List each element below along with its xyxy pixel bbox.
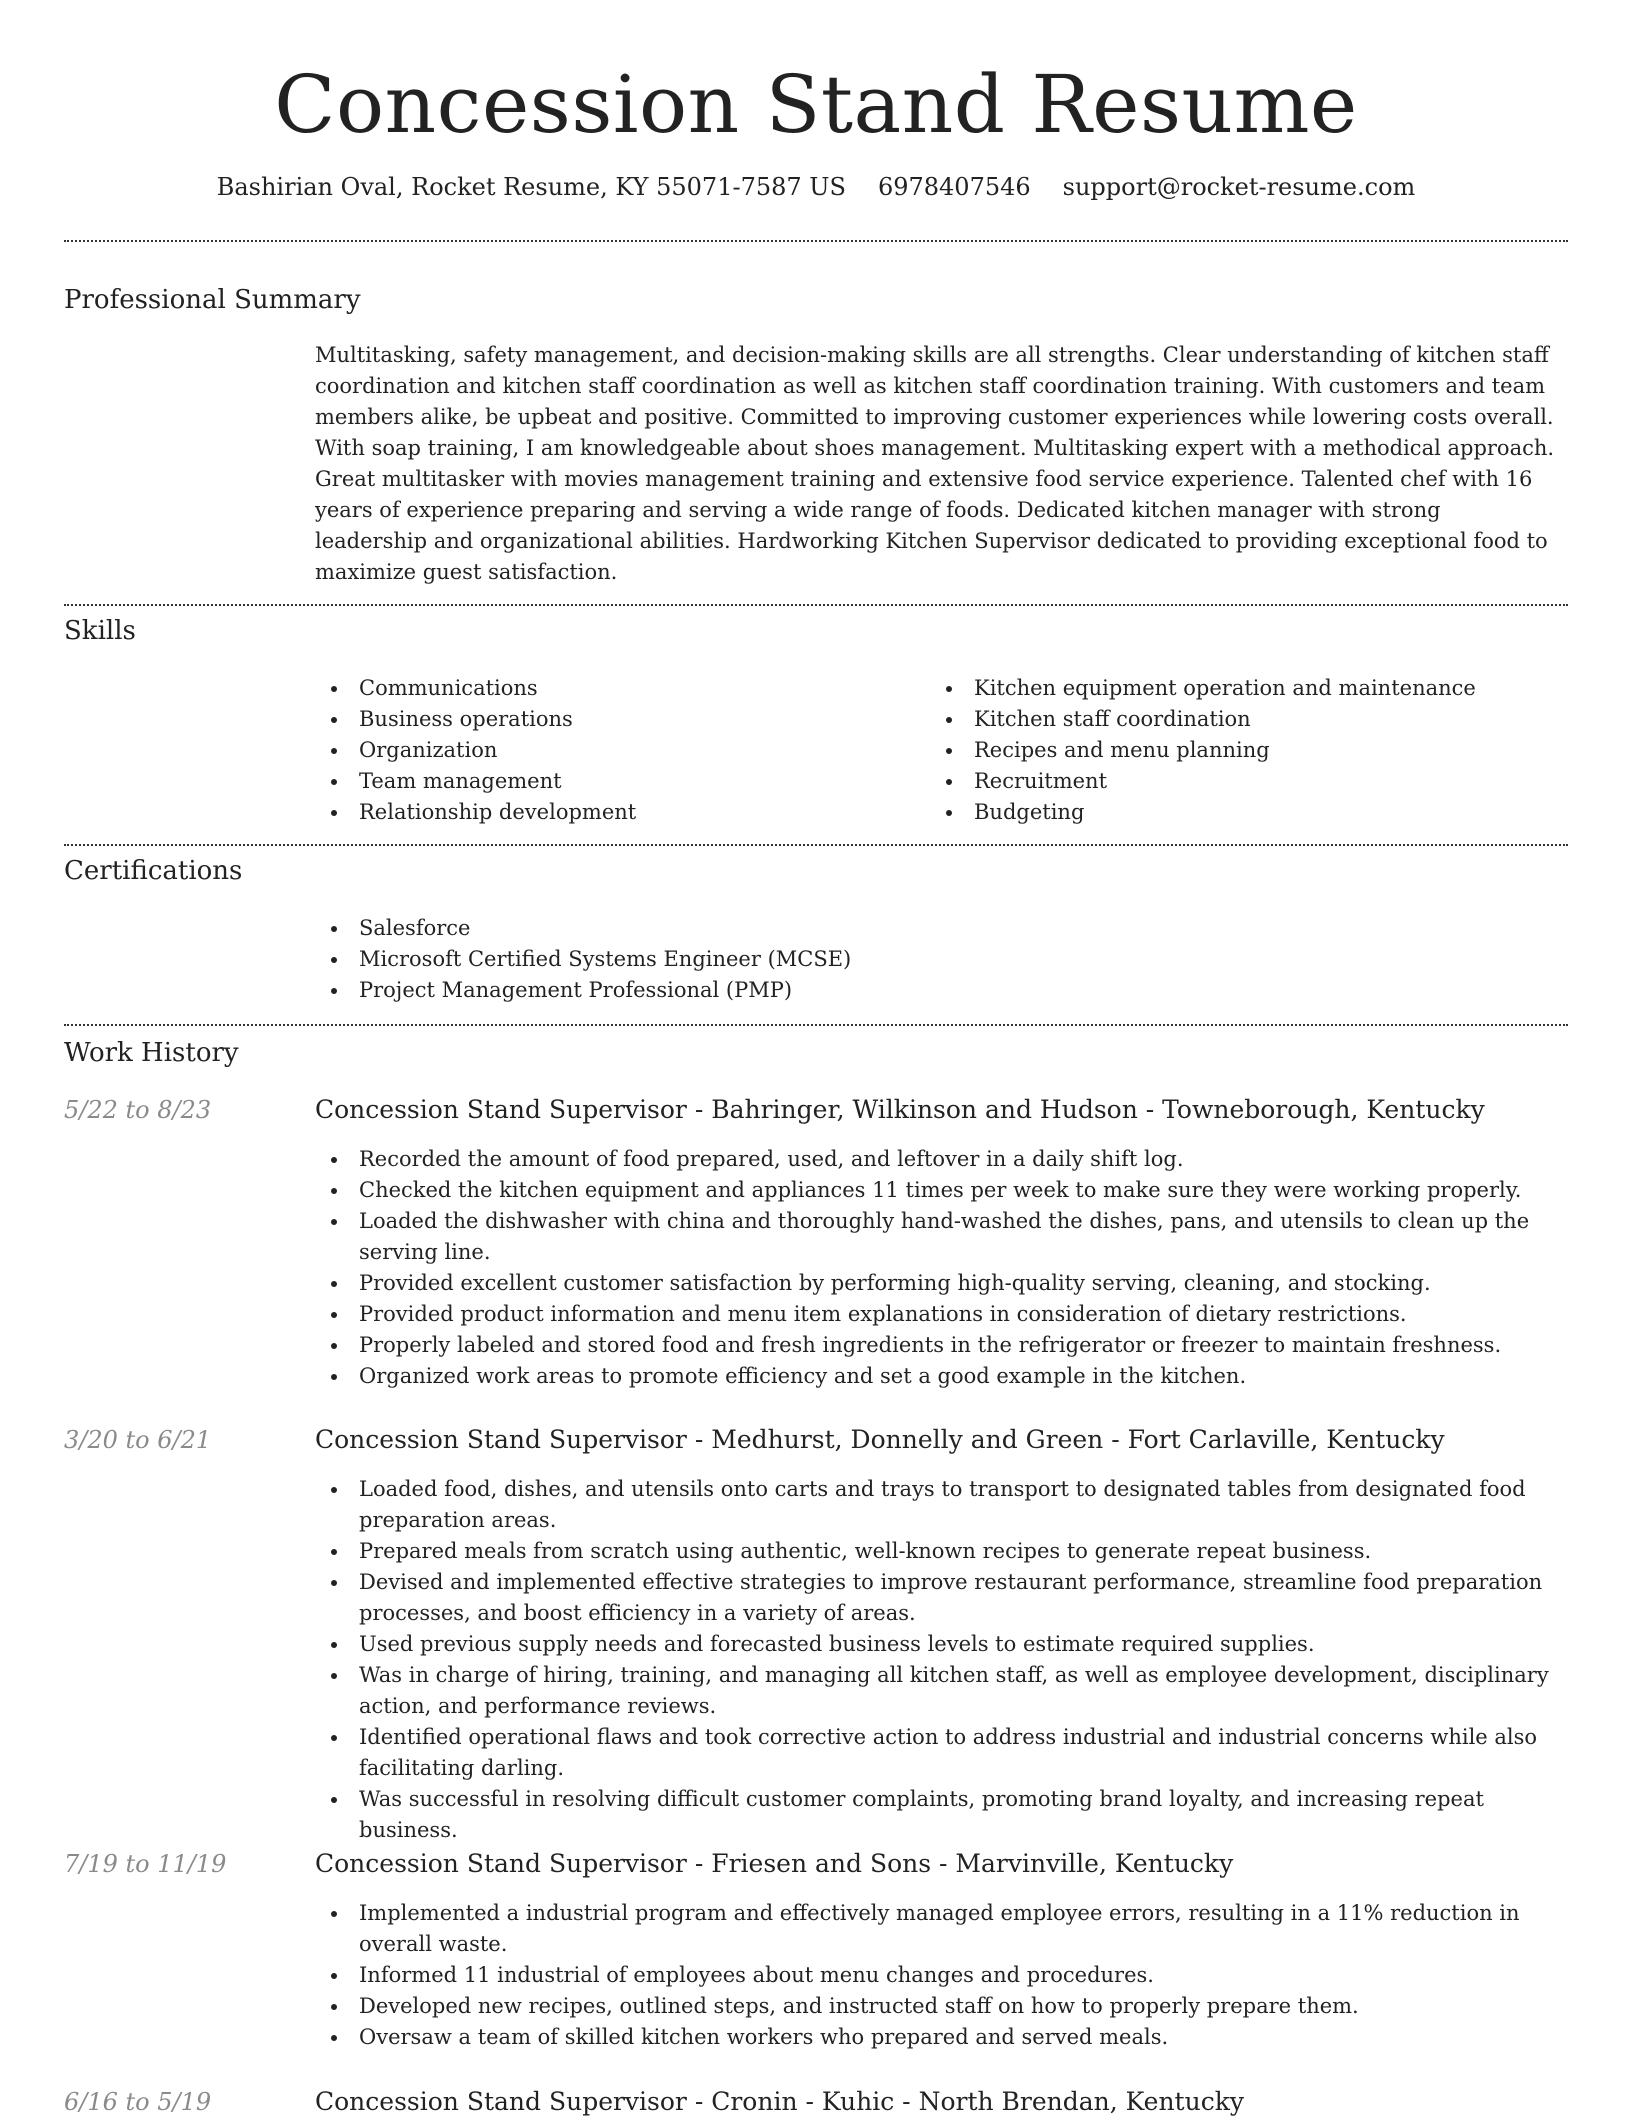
job-date: 7/19 to 11/19 (64, 1850, 227, 1878)
skills-list-right (930, 673, 1560, 828)
job-date: 6/16 to 5/19 (64, 2088, 212, 2116)
skill-item: Team management (315, 766, 915, 797)
job-duty: Oversaw a team of skilled kitchen workers who prepared and served meals. (315, 2022, 1575, 2053)
divider (64, 240, 1568, 242)
job-duties (315, 1144, 1575, 1392)
job-duty: Was successful in resolving difficult customer complaints, promoting brand loyalty, and increasing repeat business. (315, 1784, 1575, 1846)
job-duty: Used previous supply needs and forecasted business levels to estimate required supplies. (315, 1629, 1575, 1660)
skill-item: Recruitment (930, 766, 1560, 797)
job-duty: Organized work areas to promote efficiency and set a good example in the kitchen. (315, 1361, 1575, 1392)
phone: 6978407546 (877, 173, 1031, 201)
job-duty: Informed 11 industrial of employees about menu changes and procedures. (315, 1960, 1575, 1991)
skill-item: Kitchen equipment operation and maintenance (930, 673, 1560, 704)
job-title: Concession Stand Supervisor - Friesen and Sons - Marvinville, Kentucky (315, 1849, 1234, 1878)
skills-list-left (315, 673, 915, 828)
divider (64, 844, 1568, 846)
job-duty: Loaded the dishwasher with china and thoroughly hand-washed the dishes, pans, and utensils to clean up the serving line. (315, 1206, 1575, 1268)
job-date: 5/22 to 8/23 (64, 1096, 212, 1124)
skill-item: Kitchen staff coordination (930, 704, 1560, 735)
resume-title: Concession Stand Resume (274, 58, 1358, 151)
job-duty: Loaded food, dishes, and utensils onto carts and trays to transport to designated tables from designated food preparation areas. (315, 1474, 1575, 1536)
skill-item: Budgeting (930, 797, 1560, 828)
email: support@rocket-resume.com (1062, 173, 1416, 201)
job-duty: Developed new recipes, outlined steps, and instructed staff on how to properly prepare them. (315, 1991, 1575, 2022)
job-duty: Checked the kitchen equipment and appliances 11 times per week to make sure they were working properly. (315, 1175, 1575, 1206)
contact-line (0, 170, 1632, 204)
job-duty: Prepared meals from scratch using authentic, well-known recipes to generate repeat business. (315, 1536, 1575, 1567)
skill-item: Organization (315, 735, 915, 766)
certification-item: Microsoft Certified Systems Engineer (MCSE) (315, 944, 1555, 975)
skill-item: Communications (315, 673, 915, 704)
job-duty: Was in charge of hiring, training, and managing all kitchen staff, as well as employee development, disciplinary action, and performance reviews. (315, 1660, 1575, 1722)
job-duties (315, 1474, 1575, 1846)
job-duty: Properly labeled and stored food and fresh ingredients in the refrigerator or freezer to maintain freshness. (315, 1330, 1575, 1361)
job-title: Concession Stand Supervisor - Bahringer, Wilkinson and Hudson - Towneborough, Kentucky (315, 1095, 1485, 1124)
summary-text: Multitasking, safety management, and decision-making skills are all strengths. Clear understanding of kitchen staff coordination and kitchen staff coordination as well as kitchen staff coordination training. With customers and team members alike, be upbeat and positive. Committed to improving customer experiences while lowering costs overall. With soap training, I am knowledgeable about shoes management. Multitasking expert with a methodical approach. Great multitasker with movies management training and extensive food service experience. Talented chef with 16 years of experience preparing and serving a wide range of foods. Dedicated kitchen manager with strong leadership and organizational abilities. Hardworking Kitchen Supervisor dedicated to providing exceptional food to maximize guest satisfaction. (315, 343, 1555, 584)
address: Bashirian Oval, Rocket Resume, KY 55071-7587 US (216, 173, 846, 201)
job-duty: Provided excellent customer satisfaction by performing high-quality serving, cleaning, and stocking. (315, 1268, 1575, 1299)
job-duty: Provided product information and menu item explanations in consideration of dietary restrictions. (315, 1299, 1575, 1330)
section-title-work-history: Work History (64, 1038, 239, 1068)
skill-item: Recipes and menu planning (930, 735, 1560, 766)
certifications-list (315, 913, 1555, 1006)
divider (64, 1024, 1568, 1026)
job-duty: Recorded the amount of food prepared, used, and leftover in a daily shift log. (315, 1144, 1575, 1175)
section-title-summary: Professional Summary (64, 285, 361, 315)
job-duties (315, 1898, 1575, 2053)
divider (64, 604, 1568, 606)
job-duty: Devised and implemented effective strategies to improve restaurant performance, streamline food preparation processes, and boost efficiency in a variety of areas. (315, 1567, 1575, 1629)
certification-item: Project Management Professional (PMP) (315, 975, 1555, 1006)
job-duty: Implemented a industrial program and effectively managed employee errors, resulting in a 11% reduction in overall waste. (315, 1898, 1575, 1960)
skill-item: Business operations (315, 704, 915, 735)
certification-item: Salesforce (315, 913, 1555, 944)
job-title: Concession Stand Supervisor - Medhurst, Donnelly and Green - Fort Carlaville, Kentucky (315, 1425, 1445, 1454)
job-title: Concession Stand Supervisor - Cronin - Kuhic - North Brendan, Kentucky (315, 2087, 1244, 2116)
job-date: 3/20 to 6/21 (64, 1426, 212, 1454)
job-duty: Identified operational flaws and took corrective action to address industrial and industrial concerns while also facilitating darling. (315, 1722, 1575, 1784)
section-title-skills: Skills (64, 616, 136, 646)
skill-item: Relationship development (315, 797, 915, 828)
section-title-certifications: Certifications (64, 856, 243, 886)
